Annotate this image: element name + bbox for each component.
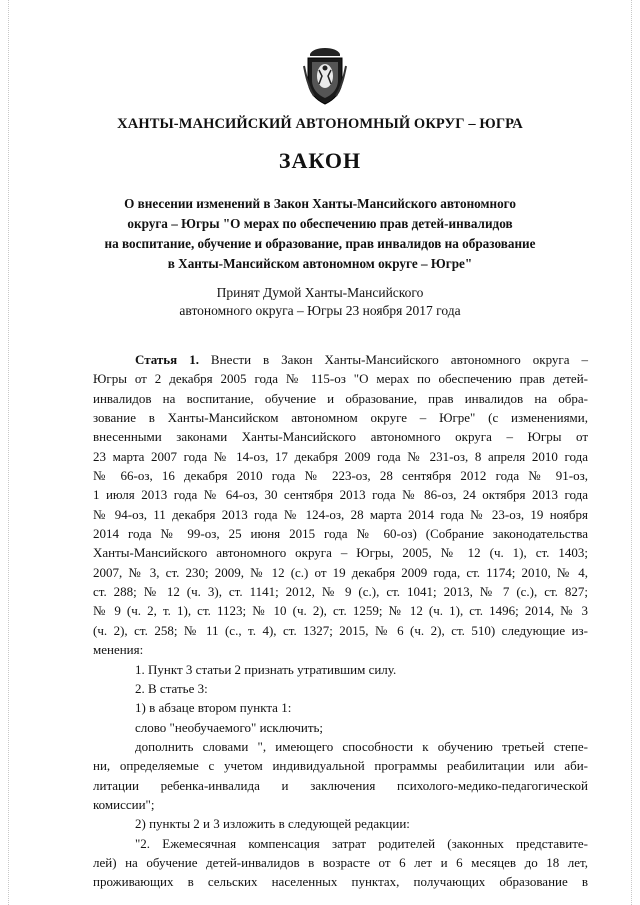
item-paragraph: слово "необучаемого" исключить; — [135, 719, 324, 735]
body-line: внесенными законами Ханты-Мансийского автономного округа – Югры от — [93, 429, 588, 445]
article-body — [93, 350, 588, 892]
scan-margin-left — [8, 0, 9, 905]
body-line: № 9 (ч. 2, т. 1), ст. 1123; № 10 (ч. 2), ст. 1259; № 12 (ч. 1), ст. 1496; 2014, № 3 — [93, 603, 588, 619]
adoption-note — [150, 284, 490, 320]
body-line: Югры от 2 декабря 2005 года № 115-оз "О мерах по обеспечению прав детей- — [93, 371, 588, 387]
body-line: 2007, № 3, ст. 230; 2009, № 12 (с.) от 19 декабря 2009 года, ст. 1174; 2010, № 4, — [93, 564, 588, 580]
adoption-line: автономного округа – Югры 23 ноября 2017 года — [179, 303, 461, 318]
item-line: ни, определяемые с учетом индивидуальной программы реабилитации или аби- — [93, 758, 588, 774]
item-paragraph: "2. Ежемесячная компенсация затрат родителей (законных представите- — [135, 835, 588, 851]
coat-of-arms-icon — [302, 46, 348, 106]
subject-line: в Ханты-Мансийском автономном округе – Югре" — [167, 256, 473, 271]
body-line: № 66-оз, 16 декабря 2010 года № 223-оз, 28 сентября 2012 года № 91-оз, — [93, 468, 588, 484]
subject-line: округа – Югры "О мерах по обеспечению прав детей-инвалидов — [127, 216, 513, 231]
item-paragraph: дополнить словами ", имеющего способности к обучению третьей степе- — [135, 738, 588, 754]
item-paragraph: 1) в абзаце втором пункта 1: — [135, 700, 292, 716]
article-label: Статья 1. — [135, 352, 199, 367]
document-type-heading: ЗАКОН — [278, 148, 362, 173]
subject-line: О внесении изменений в Закон Ханты-Мансийского автономного — [124, 196, 516, 211]
item-line: лей) на обучение детей-инвалидов в возрасте от 6 лет и 6 месяцев до 18 лет, — [93, 854, 588, 870]
body-line: 2014 года № 99-оз, 25 июня 2015 года № 60-оз) (Собрание законодательства — [93, 526, 588, 542]
article-first-line — [93, 350, 588, 369]
item-paragraph: 1. Пункт 3 статьи 2 признать утратившим силу. — [135, 661, 397, 677]
article-text: Внести в Закон Ханты-Мансийского автономного округа – — [198, 352, 588, 367]
body-line: инвалидов на воспитание, обучение и образование, прав инвалидов на обра- — [93, 390, 588, 406]
body-line: (ч. 2), ст. 258; № 11 (с., т. 4), ст. 1327; 2015, № 6 (ч. 2), ст. 510) следующие из- — [93, 622, 588, 638]
body-line: ст. 288; № 12 (ч. 3), ст. 1141; 2012, № 9 (с.), ст. 1041; 2013, № 7 (с.), ст. 827; — [93, 584, 588, 600]
item-line: проживающих в сельских населенных пунктах, получающих образование в — [93, 874, 588, 890]
body-line: № 94-оз, 11 декабря 2013 года № 124-оз, 28 марта 2014 года № 23-оз, 19 ноября — [93, 506, 588, 522]
body-line: зование в Ханты-Мансийском автономном округе – Югре" (с изменениями, — [93, 410, 588, 426]
item-paragraph: 2) пункты 2 и 3 изложить в следующей редакции: — [135, 816, 410, 832]
law-subject — [60, 194, 580, 274]
subject-line: на воспитание, обучение и образование, прав инвалидов на образование — [104, 236, 536, 251]
body-line: 23 марта 2007 года № 14-оз, 17 декабря 2009 года № 231-оз, 8 апреля 2010 года — [93, 448, 588, 464]
body-line: менения: — [93, 642, 144, 658]
item-line: комиссии"; — [93, 796, 155, 812]
item-line: литации ребенка-инвалида и заключения психолого-медико-педагогической — [93, 777, 588, 793]
scan-margin-right — [631, 0, 632, 905]
region-heading: ХАНТЫ-МАНСИЙСКИЙ АВТОНОМНЫЙ ОКРУГ – ЮГРА — [117, 116, 523, 132]
adoption-line: Принят Думой Ханты-Мансийского — [216, 285, 424, 300]
body-line: Ханты-Мансийского автономного округа – Югры, 2005, № 12 (ч. 1), ст. 1403; — [93, 545, 588, 561]
body-line: 1 июля 2013 года № 64-оз, 30 сентября 2013 года № 86-оз, 24 октября 2013 года — [93, 487, 588, 503]
item-paragraph: 2. В статье 3: — [135, 680, 208, 696]
